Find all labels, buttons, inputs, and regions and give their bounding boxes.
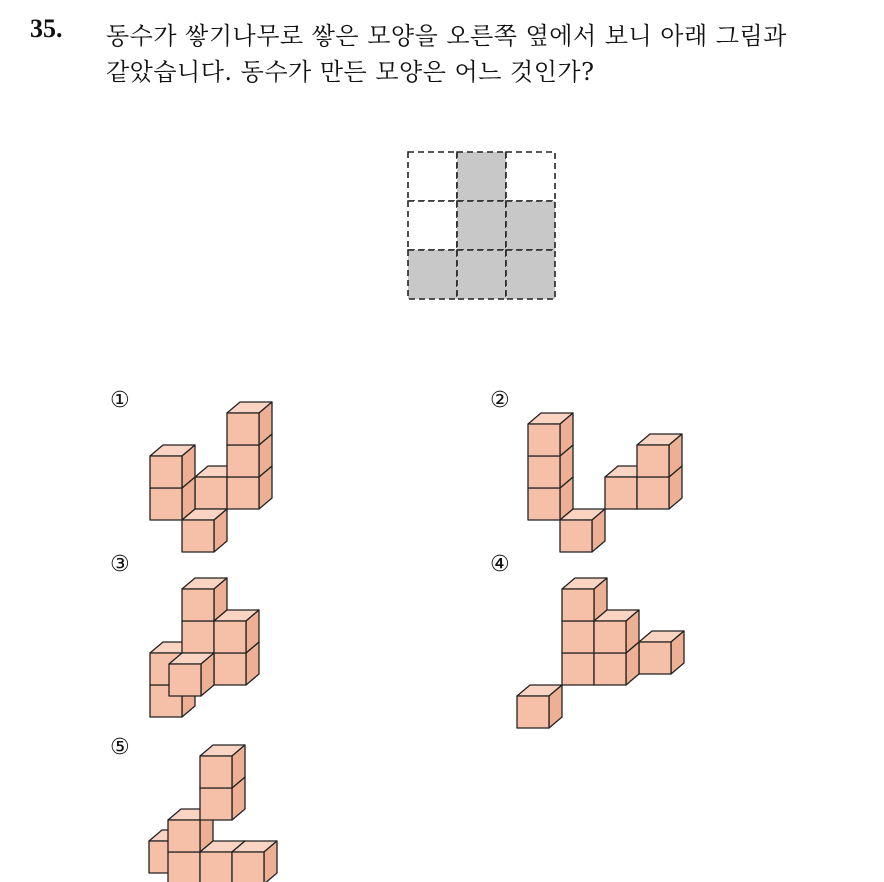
option-3-figure[interactable] xyxy=(140,568,300,718)
side-view-grid xyxy=(407,151,557,301)
option-4-label[interactable]: ④ xyxy=(490,552,510,577)
cube xyxy=(182,509,227,552)
option-4-figure[interactable] xyxy=(520,568,680,698)
side-view-cell-filled xyxy=(408,250,457,299)
side-view-cell-filled xyxy=(457,250,506,299)
side-view-cell-empty xyxy=(408,201,457,250)
cube xyxy=(637,434,682,477)
cube xyxy=(639,631,684,674)
side-view-cell-empty xyxy=(506,152,555,201)
option-2-label[interactable]: ② xyxy=(490,388,510,413)
cube xyxy=(182,578,227,621)
side-view-cell-filled xyxy=(457,201,506,250)
option-5-figure[interactable] xyxy=(140,750,290,882)
side-view-cell-filled xyxy=(457,152,506,201)
cube xyxy=(200,745,245,788)
cube xyxy=(528,413,573,456)
cube xyxy=(227,402,272,445)
option-1-label[interactable]: ① xyxy=(110,388,130,413)
cube xyxy=(169,653,214,696)
cube xyxy=(150,445,195,488)
cube xyxy=(517,685,562,728)
option-3-label[interactable]: ③ xyxy=(110,552,130,577)
question-text-line2: 같았습니다. 동수가 만든 모양은 어느 것인가? xyxy=(106,58,595,86)
cube xyxy=(232,841,277,882)
option-1-figure[interactable] xyxy=(140,400,290,540)
cube xyxy=(562,578,607,621)
cube xyxy=(594,610,639,653)
side-view-cell-empty xyxy=(408,152,457,201)
cube xyxy=(560,509,605,552)
side-view-cell-filled xyxy=(506,201,555,250)
cube xyxy=(214,610,259,653)
side-view-cell-filled xyxy=(506,250,555,299)
option-5-label[interactable]: ⑤ xyxy=(110,735,130,760)
option-2-figure[interactable] xyxy=(520,400,680,540)
question-text-line1: 동수가 쌓기나무로 쌓은 모양을 오른쪽 옆에서 보니 아래 그림과 xyxy=(106,22,787,50)
question-number: 35. xyxy=(30,14,63,43)
